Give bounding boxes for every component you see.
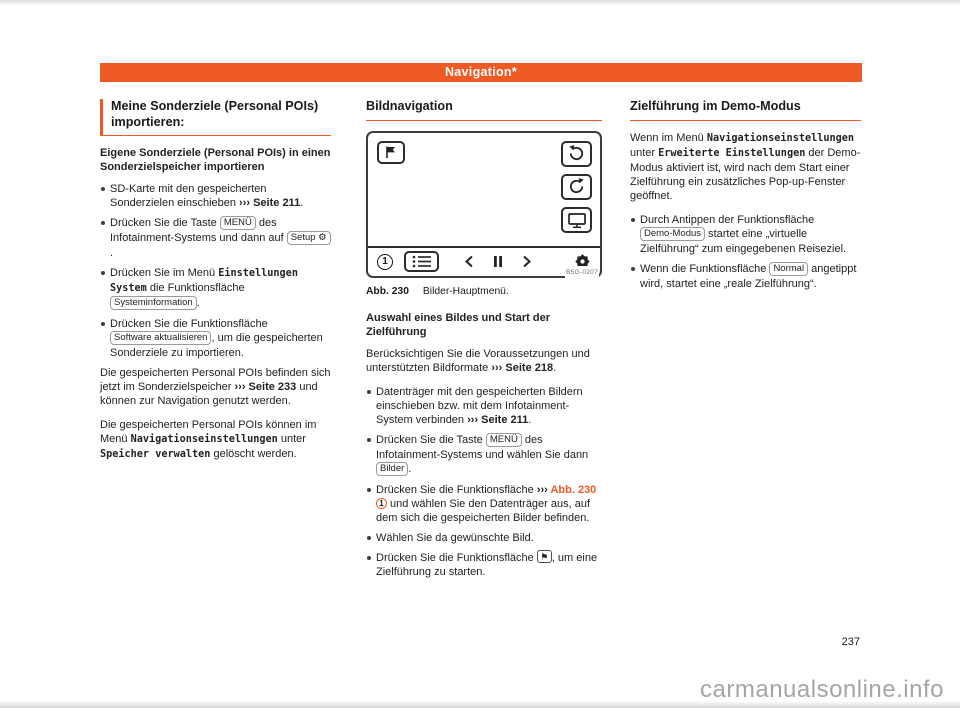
- text-run: , um eine Zielführung zu starten.: [376, 551, 598, 578]
- text-run: Wenn die Funktionsfläche: [640, 262, 770, 275]
- menu-term: Speicher verwalten: [100, 449, 211, 460]
- text-run: SD-Karte mit den gespeicherten Sonderzielen einschieben: [110, 183, 267, 209]
- text-run: und wählen Sie den Datenträger aus, auf dem sich die gespeicherten Bilder befinden.: [376, 497, 591, 524]
- text-run: angetippt wird, startet eine „reale Zielführung“.: [640, 262, 857, 290]
- text-run: .: [110, 247, 114, 259]
- softkey-label: Normal: [769, 262, 808, 276]
- menu-term: Erweiterte Einstellungen: [658, 147, 806, 159]
- sub-heading: [366, 311, 602, 339]
- text-run: und können zur Navigation genutzt werden.: [100, 381, 318, 407]
- text-run: gelöscht werden.: [210, 448, 297, 460]
- start-guidance-flag-icon: ⚑: [537, 550, 552, 563]
- figure-caption-text: Bilder-Hauptmenü.: [422, 285, 509, 297]
- images-menu-icon: [377, 141, 405, 164]
- previous-button: [460, 255, 478, 268]
- softkey-label: MENÜ: [220, 216, 256, 230]
- image-code: B5G-0207: [565, 266, 599, 280]
- figure-infotainment-screen: [366, 131, 602, 278]
- menu-term: Einstellungen System: [110, 268, 298, 294]
- bold-text: ››› Seite 233: [234, 381, 297, 393]
- paragraph: [630, 131, 861, 203]
- text-run: Drücken Sie im Menü: [110, 267, 219, 279]
- text-run: des Infotainment-Systems und dann auf: [110, 217, 287, 244]
- rotate-right-button: [561, 174, 592, 200]
- bullet-item: [630, 213, 861, 256]
- rotate-left-icon: [567, 144, 586, 163]
- text-run: Die gespeicherten Personal POIs können im Menü: [100, 419, 317, 445]
- list-icon: [412, 255, 432, 268]
- column-demo-modus: [630, 99, 861, 297]
- text-run: unter: [630, 146, 659, 159]
- text-run: .: [408, 462, 412, 475]
- bullet-icon: [367, 488, 371, 492]
- bullet-icon: [101, 322, 105, 326]
- callout-reference: 1: [376, 498, 387, 509]
- section-body-demo-modus: [630, 131, 861, 291]
- text-run: Drücken Sie die Taste: [376, 433, 486, 446]
- menu-term: Navigationseinstellungen: [130, 434, 278, 445]
- section-heading-personal-pois: Meine Sonderziele (Personal POIs) importieren:: [100, 99, 331, 136]
- text-run: Drücken Sie die Funktionsfläche: [376, 551, 537, 564]
- bullet-item: [630, 262, 861, 291]
- bold-text: ›››: [536, 483, 551, 496]
- bullet-item: [100, 317, 331, 360]
- text-run: des Infotainment-Systems und wählen Sie dann: [376, 433, 589, 461]
- text-run: Wenn im Menü: [630, 131, 707, 144]
- page-number: 237: [841, 636, 860, 648]
- chapter-title: Navigation*: [444, 65, 518, 79]
- list-button: [404, 251, 439, 272]
- softkey-label: Bilder: [376, 462, 408, 476]
- section-heading-demo-modus: Zielführung im Demo-Modus: [630, 99, 861, 121]
- chapter-banner: [100, 63, 862, 82]
- figure-reference: Abb. 230: [550, 483, 597, 496]
- text-run: Berücksichtigen Sie die Voraussetzungen und unterstützten Bildformate: [366, 347, 590, 374]
- fit-screen-button: [561, 207, 592, 233]
- softkey-label: Systeminformation: [110, 296, 197, 310]
- figure-caption: [366, 285, 602, 298]
- previous-icon: [464, 255, 474, 268]
- column-personal-pois: [100, 99, 331, 472]
- section-body-personal-pois: [100, 146, 331, 462]
- bold-text: Auswahl eines Bildes und Start der Zielführung: [366, 311, 550, 338]
- bullet-icon: [101, 187, 105, 191]
- bullet-icon: [367, 390, 371, 394]
- bullet-item: [100, 216, 331, 260]
- bullet-icon: [367, 536, 371, 540]
- text-run: .: [528, 413, 532, 426]
- text-run: Wählen Sie da gewünschte Bild.: [376, 531, 534, 544]
- rotate-right-icon: [567, 177, 586, 196]
- text-run: die Funktionsfläche: [146, 282, 245, 294]
- figure-caption-label: Abb. 230: [366, 285, 409, 297]
- softkey-label: Demo-Modus: [640, 227, 705, 241]
- infotainment-screen: [366, 131, 602, 278]
- bullet-item: [100, 266, 331, 311]
- flag-icon: [383, 145, 399, 159]
- paragraph: [100, 366, 331, 408]
- section-body-bildnavigation: [366, 311, 602, 579]
- text-run: unter: [277, 433, 306, 445]
- bullet-item: [366, 483, 602, 525]
- pause-button: [489, 255, 507, 268]
- menu-term: Navigationseinstellungen: [706, 132, 855, 144]
- next-icon: [522, 255, 532, 268]
- bold-text: ››› Seite 211: [467, 413, 529, 426]
- text-run: Drücken Sie die Funktionsfläche: [376, 483, 537, 496]
- paragraph: [366, 347, 602, 375]
- bullet-icon: [101, 271, 105, 275]
- bullet-item: [366, 433, 602, 477]
- text-run: Datenträger mit den gespeicherten Bildern einschieben bzw. mit dem Infotainment-System verbinden: [376, 385, 583, 426]
- bold-text: ››› Seite 218: [491, 361, 554, 374]
- text-run: Durch Antippen der Funktionsfläche: [640, 213, 815, 226]
- callout-1: 1: [377, 254, 393, 270]
- bullet-item: [366, 531, 602, 545]
- softkey-label: MENÜ: [486, 433, 522, 447]
- bold-text: Eigene Sonderziele (Personal POIs) in einen Sonderzielspeicher importieren: [100, 147, 331, 173]
- page-edge-top: [0, 0, 960, 6]
- bullet-icon: [631, 267, 635, 271]
- screen-right-buttons: [561, 141, 592, 233]
- watermark: carmanualsonline.info: [700, 676, 944, 703]
- bullet-icon: [367, 556, 371, 560]
- rotate-left-button: [561, 141, 592, 167]
- text-run: Die gespeicherten Personal POIs befinden sich jetzt im Sonderzielspeicher: [100, 367, 331, 393]
- bullet-icon: [367, 438, 371, 442]
- text-run: .: [300, 197, 304, 209]
- column-bildnavigation: [366, 99, 602, 585]
- text-run: .: [553, 361, 557, 374]
- pause-icon: [493, 255, 503, 268]
- bullet-icon: [101, 221, 105, 225]
- bullet-icon: [631, 218, 635, 222]
- screen-icon: [567, 211, 587, 229]
- text-run: , um die gespeicherten Sonderziele zu importieren.: [110, 332, 323, 359]
- text-run: .: [196, 297, 200, 309]
- softkey-label: Software aktualisieren: [110, 331, 211, 345]
- text-run: Drücken Sie die Funktionsfläche: [110, 318, 268, 330]
- bold-text: ››› Seite 211: [239, 197, 301, 209]
- paragraph: [100, 418, 331, 462]
- bullet-item: [366, 385, 602, 427]
- section-heading-bildnavigation: Bildnavigation: [366, 99, 602, 121]
- softkey-label: Setup ⚙: [287, 231, 331, 245]
- sub-heading: [100, 146, 331, 174]
- next-button: [518, 255, 536, 268]
- text-run: der Demo-Modus aktiviert ist, wird nach dem Start einer Zielführung ein zusätzliches Pop-up-Fenster geöffnet.: [630, 146, 861, 202]
- text-run: startet eine „virtuelle Zielführung“ zum eingegebenen Reiseziel.: [640, 227, 847, 255]
- text-run: Drücken Sie die Taste: [110, 217, 220, 229]
- bullet-item: [366, 551, 602, 579]
- bullet-item: [100, 182, 331, 210]
